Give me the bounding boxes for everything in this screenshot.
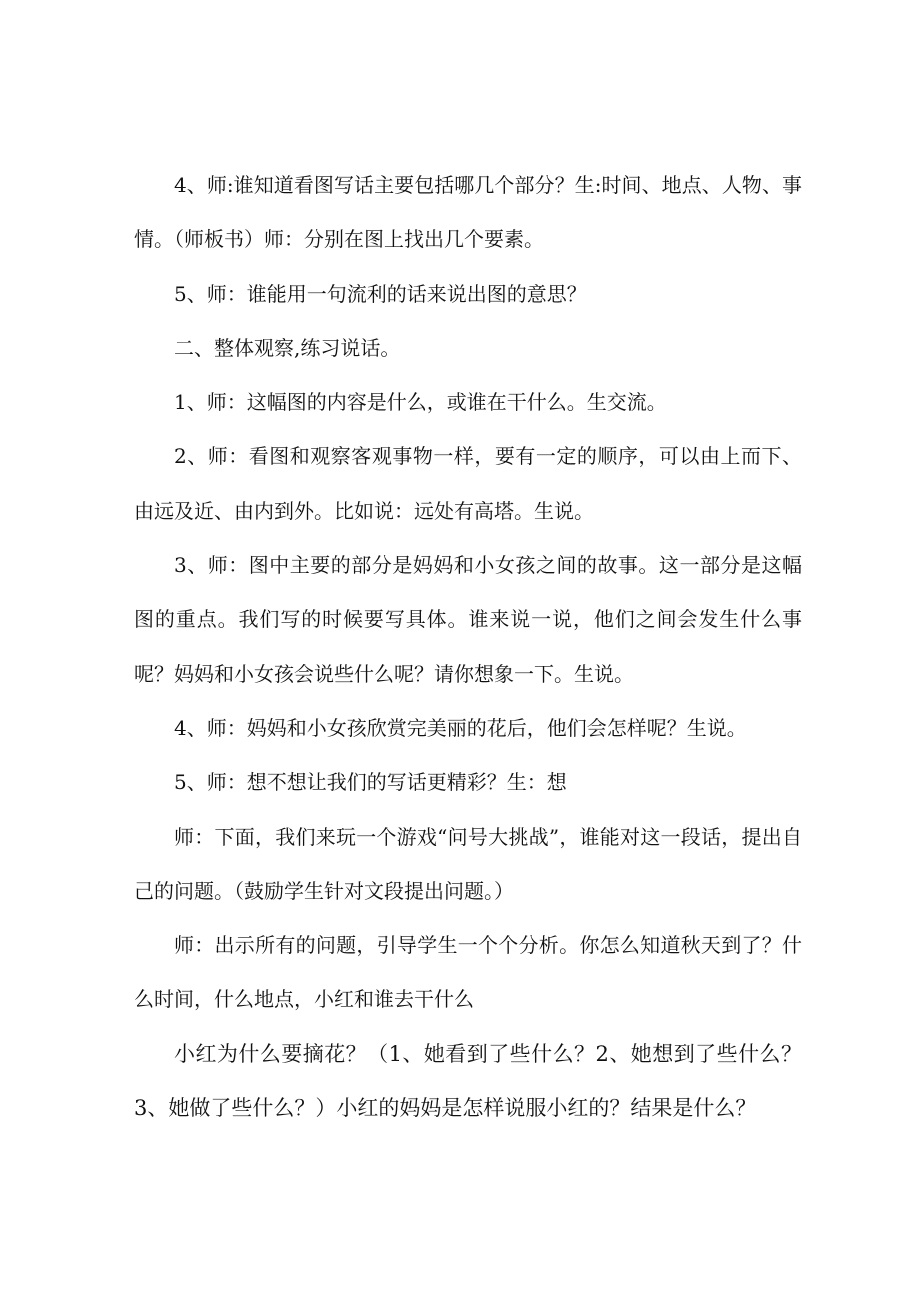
section-heading-overall-observation: 二、整体观察,练习说话。 xyxy=(174,335,401,360)
paragraph-picture-content: 1、师：这幅图的内容是什么，或谁在干什么。生交流。 xyxy=(174,390,667,415)
paragraph-observation-order: 2、师：看图和观察客观事物一样，要有一定的顺序，可以由上而下、由远及近、由内到外。比如说：远处有高塔。生说。 xyxy=(134,444,802,523)
paragraph-more-exciting: 5、师：想不想让我们的写话更精彩？生：想 xyxy=(174,770,567,795)
paragraph-after-flowers: 4、师：妈妈和小女孩欣赏完美丽的花后，他们会怎样呢？生说。 xyxy=(174,715,747,740)
paragraph-question-challenge: 师：下面，我们来玩一个游戏“问号大挑战”，谁能对这一段话，提出自己的问题。（鼓励学生针对文段提出问题。） xyxy=(134,824,802,903)
paragraph-main-story: 3、师：图中主要的部分是妈妈和小女孩之间的故事。这一部分是这幅图的重点。我们写的时候要写具体。谁来说一说，他们之间会发生什么事呢？妈妈和小女孩会说些什么呢？请你想象一下。生说。 xyxy=(134,553,802,686)
paragraph-teacher-fluent-sentence: 5、师：谁能用一句流利的话来说出图的意思？ xyxy=(174,281,587,306)
document-body xyxy=(134,158,802,1135)
paragraph-teacher-question-parts: 4、师:谁知道看图写话主要包括哪几个部分？生:时间、地点、人物、事情。（师板书）师：分别在图上找出几个要素。 xyxy=(134,173,802,252)
paragraph-show-questions: 师：出示所有的问题，引导学生一个个分析。你怎么知道秋天到了？什么时间，什么地点，小红和谁去干什么 xyxy=(134,933,802,1012)
paragraph-why-pick-flowers: 小红为什么要摘花？（1、她看到了些什么？2、她想到了些什么？3、她做了些什么？）小红的妈妈是怎样说服小红的？结果是什么？ xyxy=(134,1041,802,1121)
